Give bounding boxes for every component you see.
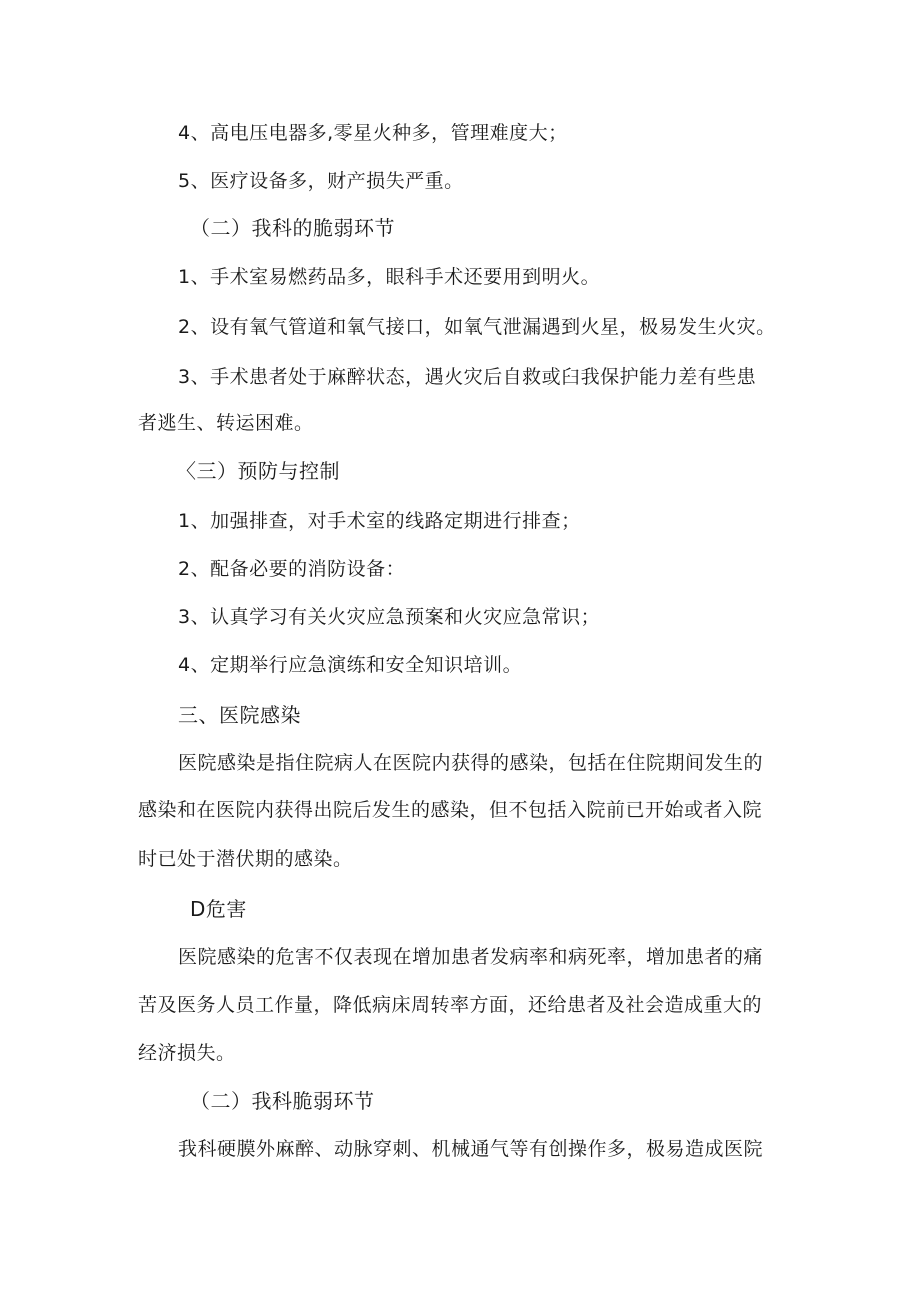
fire-prevention-heading: 〈三）预防与控制 — [176, 459, 340, 483]
fire-prevention-item-2: 2、配备必要的消防设备： — [178, 558, 406, 580]
fire-hazard-item-4: 4、高电压电器多,零星火种多，管理难度大； — [178, 122, 568, 144]
infection-definition-line-1: 医院感染是指住院病人在医院内获得的感染，包括在住院期间发生的 — [178, 752, 764, 774]
fire-weak-point-item-2: 2、设有氧气管道和氧气接口，如氧气泄漏遇到火星，极易发生火灾。 — [178, 316, 776, 338]
fire-prevention-item-4: 4、定期举行应急演练和安全知识培训。 — [178, 654, 523, 676]
fire-hazard-item-5: 5、医疗设备多，财产损失严重。 — [178, 170, 464, 192]
infection-weak-heading: （二）我科脆弱环节 — [190, 1089, 375, 1113]
infection-harm-line-2: 苦及医务人员工作量，降低病床周转率方面，还给患者及社会造成重大的 — [138, 994, 763, 1016]
fire-weak-points-heading: （二）我科的脆弱环节 — [190, 216, 395, 240]
fire-weak-point-item-3-line-2: 者逃生、转运困难。 — [138, 412, 314, 434]
infection-harm-heading: D危害 — [190, 897, 247, 921]
infection-definition-line-3: 时已处于潜伏期的感染。 — [138, 848, 353, 870]
fire-prevention-item-3: 3、认真学习有关火灾应急预案和火灾应急常识； — [178, 606, 601, 628]
infection-harm-line-3: 经济损失。 — [138, 1042, 236, 1064]
infection-weak-line-1: 我科硬膜外麻醉、动脉穿刺、机械通气等有创操作多，极易造成医院 — [178, 1138, 764, 1160]
fire-weak-point-item-3-line-1: 3、手术患者处于麻醉状态，遇火灾后自救或臼我保护能力差有些患 — [178, 366, 757, 388]
fire-weak-point-item-1: 1、手术室易燃药品多，眼科手术还要用到明火。 — [178, 266, 601, 288]
fire-prevention-item-1: 1、加强排查，对手术室的线路定期进行排查； — [178, 510, 581, 532]
section-title-infection: 三、医院感染 — [178, 703, 301, 727]
infection-harm-line-1: 医院感染的危害不仅表现在增加患者发病率和病死率，增加患者的痛 — [178, 946, 764, 968]
infection-definition-line-2: 感染和在医院内获得出院后发生的感染，但不包括入院前已开始或者入院 — [138, 799, 763, 821]
